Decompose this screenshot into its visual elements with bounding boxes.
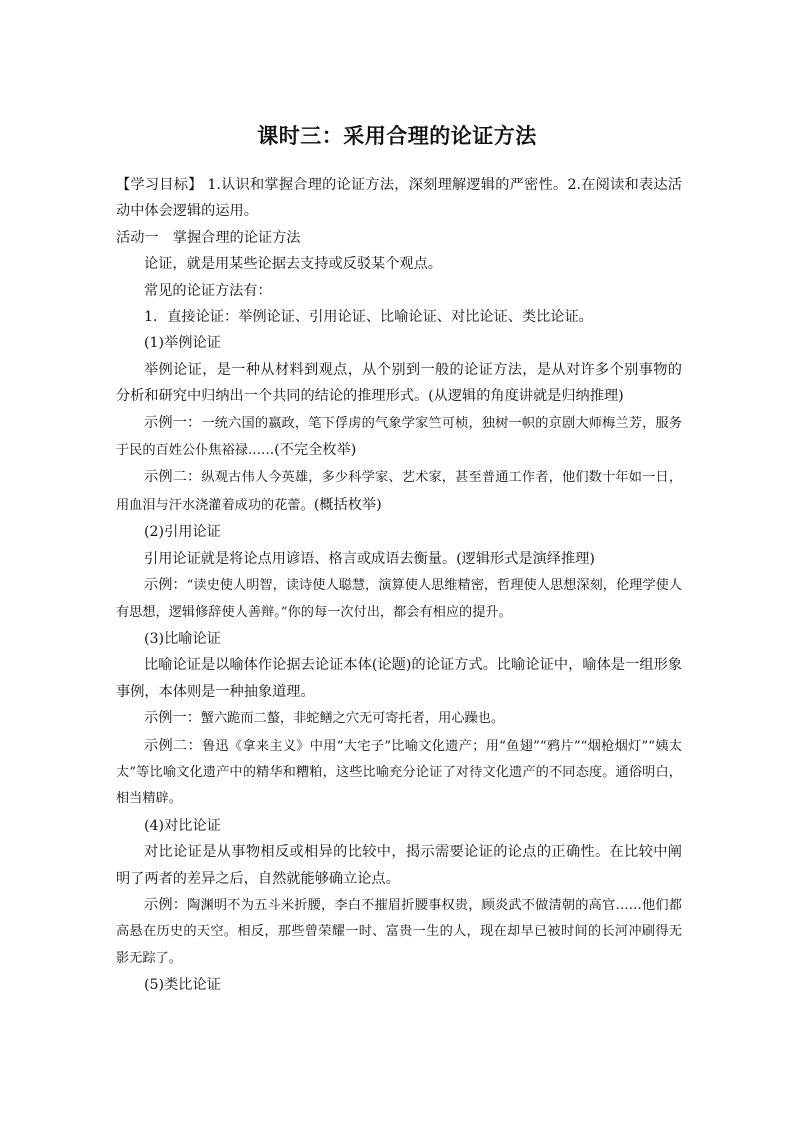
example-label: 示例： — [144, 577, 187, 594]
section-definition-quote: 引用论证就是将论点用谚语、格言或成语去衡量。(逻辑形式是演绎推理) — [144, 550, 595, 567]
example-label: 示例： — [144, 896, 188, 913]
example-text: 陶渊明不为五斗米折腰，李白不摧眉折腰事权贵，顾炎武不做清朝的高官……他们都高悬在历史的天空。相反，那些曾荣耀一时、富贵一生的人，现在却早已被时间的长河冲刷得无影无踪了。 — [116, 897, 682, 966]
example-paragraph — [116, 705, 682, 732]
activity-heading: 活动一 掌握合理的论证方法 — [116, 229, 301, 246]
objective-label: 【学习目标】 — [116, 177, 203, 193]
example-paragraph — [116, 892, 682, 972]
example-text: 蟹六跪而二螯，非蛇鳝之穴无可寄托者，用心躁也。 — [200, 711, 505, 727]
section-heading-example: (1)举例论证 — [144, 335, 221, 352]
section-heading-quote: (2)引用论证 — [144, 524, 221, 541]
example-paragraph — [116, 410, 682, 465]
example-label: 示例二： — [144, 737, 202, 754]
example-label: 示例二： — [144, 469, 202, 486]
example-paragraph — [116, 572, 682, 626]
example-label: 示例一： — [144, 414, 202, 431]
intro-definition: 论证，就是用某些论据去支持或反驳某个观点。 — [144, 256, 442, 273]
intro-methods: 常见的论证方法有： — [144, 282, 272, 299]
example-text: 鲁迅《拿来主义》中用“大宅子”比喻文化遗产；用“鱼翅”“鸦片”“烟枪烟灯”“姨太太”等比喻文化遗产中的精华和糟粕，这些比喻充分论证了对待文化遗产的不同态度。通俗明白，相当精辟。 — [116, 738, 682, 807]
section-definition-example: 举例论证，是一种从材料到观点，从个别到一般的论证方法，是从对许多个别事物的分析和研究中归纳出一个共同的结论的推理形式。(从逻辑的角度讲就是归纳推理) — [116, 361, 682, 405]
learning-objective — [116, 172, 682, 225]
example-note: (概括枚举) — [313, 496, 382, 513]
example-paragraph — [116, 733, 682, 813]
section-definition-metaphor: 比喻论证是以喻体作论据去论证本体(论题)的论证方式。比喻论证中，喻体是一组形象事例，本体则是一种抽象道理。 — [116, 657, 682, 700]
example-label: 示例一： — [144, 710, 201, 727]
direct-argument-list: 1．直接论证：举例论证、引用论证、比喻论证、对比论证、类比论证。 — [144, 309, 593, 326]
section-heading-analogy: (5)类比论证 — [144, 977, 221, 994]
example-text: “读史使人明智，读诗使人聪慧，演算使人思维精密，哲理使人思想深刻，伦理学使人有思想，逻辑修辞使人善辩。”你的每一次付出，都会有相应的提升。 — [116, 578, 682, 620]
section-heading-metaphor: (3)比喻论证 — [144, 630, 221, 647]
example-paragraph — [116, 464, 682, 519]
example-note: (不完全枚举) — [274, 442, 357, 459]
example-text: 一统六国的嬴政，笔下俘虏的气象学家竺可桢，独树一帜的京剧大师梅兰芳，服务于民的百姓公仆焦裕禄…… — [116, 415, 682, 459]
objective-text: 1.认识和掌握合理的论证方法，深刻理解逻辑的严密性。2.在阅读和表达活动中体会逻辑的运用。 — [116, 177, 682, 220]
section-definition-contrast: 对比论证是从事物相反或相异的比较中，揭示需要论证的论点的正确性。在比较中阐明了两者的差异之后，自然就能够确立论点。 — [116, 844, 682, 887]
document-body — [116, 172, 682, 999]
section-heading-contrast: (4)对比论证 — [144, 817, 221, 834]
example-text: 纵观古伟人今英雄，多少科学家、艺术家，甚至普通工作者，他们数十年如一日，用血泪与汗水浇灌着成功的花蕾。 — [116, 470, 682, 513]
page-title: 课时三：采用合理的论证方法 — [257, 124, 537, 148]
